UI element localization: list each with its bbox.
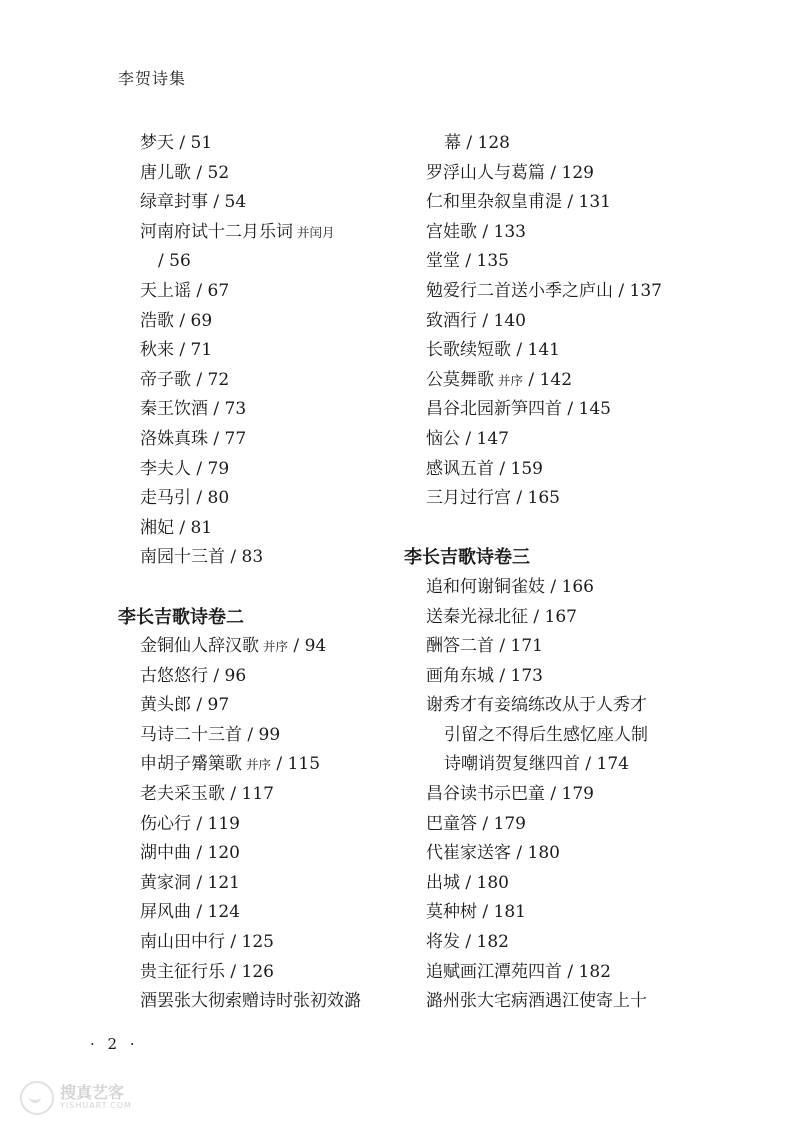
page-separator: / bbox=[191, 902, 208, 923]
toc-entry-page: 52 bbox=[207, 162, 230, 183]
toc-entry-page: 142 bbox=[539, 369, 573, 390]
toc-entry bbox=[404, 366, 704, 396]
page-separator: / bbox=[225, 547, 242, 568]
toc-entry bbox=[404, 780, 704, 810]
toc-entry bbox=[404, 188, 704, 218]
toc-entry bbox=[118, 514, 418, 544]
toc-entry-page: 94 bbox=[304, 636, 327, 657]
toc-entry-page: 129 bbox=[561, 162, 594, 183]
toc-entry-title: 酒罢张大彻索赠诗时张初效潞 bbox=[140, 991, 361, 1012]
toc-entry-title: 洛姝真珠 bbox=[140, 428, 208, 449]
page-separator: / bbox=[191, 280, 208, 301]
toc-entry-page: 125 bbox=[241, 932, 274, 953]
toc-entry-note: 并序 bbox=[263, 639, 289, 655]
toc-entry-title: 致酒行 bbox=[426, 310, 477, 331]
toc-entry-page: 133 bbox=[493, 221, 526, 242]
toc-entry bbox=[118, 307, 418, 337]
page-separator: / bbox=[461, 133, 478, 153]
toc-entry-page: 119 bbox=[207, 813, 240, 834]
page-separator: / bbox=[191, 813, 208, 834]
toc-entry-page: 73 bbox=[224, 399, 247, 420]
toc-entry-title: 谢秀才有妾缟练改从于人秀才 bbox=[426, 695, 647, 716]
page-separator: / bbox=[528, 606, 545, 627]
page-separator: / bbox=[191, 458, 208, 479]
toc-entry-title: 宫娃歌 bbox=[426, 221, 477, 242]
page-separator: / bbox=[208, 192, 225, 213]
page-separator: / bbox=[225, 784, 242, 805]
toc-entry-page: 181 bbox=[493, 902, 526, 923]
toc-entry-title: 秋来 bbox=[140, 340, 174, 361]
toc-right-column bbox=[404, 129, 704, 1017]
watermark-en: YISHUART.COM bbox=[60, 1101, 132, 1111]
toc-entry bbox=[404, 898, 704, 928]
page-separator: / bbox=[460, 428, 477, 449]
page-separator: / bbox=[477, 813, 494, 834]
toc-entry bbox=[118, 898, 418, 928]
toc-entry-page: 79 bbox=[207, 458, 230, 479]
toc-entry bbox=[118, 277, 418, 307]
toc-entry-page: 167 bbox=[544, 606, 577, 627]
toc-entry bbox=[404, 691, 704, 721]
toc-entry bbox=[118, 366, 418, 396]
toc-entry-continuation bbox=[404, 129, 704, 159]
page-separator: / bbox=[494, 458, 511, 479]
toc-entry-page: 173 bbox=[510, 665, 543, 686]
toc-entry-title: 黄家洞 bbox=[140, 872, 191, 893]
toc-entry-page: 174 bbox=[596, 754, 629, 775]
toc-entry-title: 天上谣 bbox=[140, 280, 191, 301]
toc-entry bbox=[118, 662, 418, 692]
toc-entry-title: 古悠悠行 bbox=[140, 665, 208, 686]
page-separator: / bbox=[191, 369, 208, 390]
toc-left-column bbox=[118, 129, 418, 1017]
page-separator: / bbox=[545, 784, 562, 805]
toc-entry-page: 131 bbox=[578, 192, 611, 213]
toc-entry-title: 南园十三首 bbox=[140, 547, 225, 568]
toc-entry bbox=[404, 484, 704, 514]
page-separator: / bbox=[174, 517, 191, 538]
toc-entry bbox=[404, 425, 704, 455]
toc-entry-title: 贵主征行乐 bbox=[140, 961, 225, 982]
toc-entry-page: 141 bbox=[527, 340, 560, 361]
toc-entry-title: 代崔家送客 bbox=[426, 843, 511, 864]
page-separator: / bbox=[477, 902, 494, 923]
toc-entry bbox=[404, 869, 704, 899]
page-separator: / bbox=[580, 754, 597, 775]
toc-entry-page: 54 bbox=[224, 192, 247, 213]
toc-entry bbox=[404, 603, 704, 633]
toc-entry-page: 77 bbox=[224, 428, 247, 449]
toc-entry-note: 并序 bbox=[498, 372, 524, 388]
toc-entry bbox=[118, 987, 418, 1017]
page-separator: / bbox=[158, 251, 170, 272]
toc-entry-title: 感讽五首 bbox=[426, 458, 494, 479]
toc-entry bbox=[404, 928, 704, 958]
page-separator: / bbox=[208, 428, 225, 449]
toc-entry-page: 180 bbox=[527, 843, 560, 864]
page-separator: / bbox=[174, 310, 191, 331]
toc-entry-title: 将发 bbox=[426, 932, 460, 953]
toc-entry bbox=[118, 455, 418, 485]
toc-entry bbox=[118, 336, 418, 366]
toc-entry-page: 97 bbox=[207, 695, 230, 716]
toc-entry-title: 恼公 bbox=[426, 428, 460, 449]
page-separator: / bbox=[225, 961, 242, 982]
toc-entry-title: 巴童答 bbox=[426, 813, 477, 834]
toc-entry bbox=[404, 247, 704, 277]
toc-entry-title: 酬答二首 bbox=[426, 636, 494, 657]
watermark-cn: 搜真艺客 bbox=[60, 1083, 125, 1103]
toc-entry-page: 80 bbox=[207, 488, 230, 509]
toc-entry bbox=[404, 336, 704, 366]
toc-entry-page: 99 bbox=[258, 724, 281, 745]
toc-entry-title: 伤心行 bbox=[140, 813, 191, 834]
toc-entry bbox=[404, 839, 704, 869]
toc-entry-page: 83 bbox=[241, 547, 264, 568]
toc-entry-page: 81 bbox=[190, 517, 213, 538]
toc-entry-title: 南山田中行 bbox=[140, 932, 225, 953]
toc-entry-page: 180 bbox=[476, 872, 509, 893]
toc-entry-page: 182 bbox=[476, 932, 509, 953]
toc-entry-title: 唐儿歌 bbox=[140, 162, 191, 183]
page-number: · 2 · bbox=[90, 1035, 139, 1053]
toc-entry-title: 三月过行宫 bbox=[426, 488, 511, 509]
page-separator: / bbox=[562, 399, 579, 420]
toc-entry bbox=[404, 277, 704, 307]
toc-entry bbox=[118, 839, 418, 869]
toc-entry-title: 罗浮山人与葛篇 bbox=[426, 162, 545, 183]
toc-entry-note: 并序 bbox=[246, 757, 272, 773]
toc-entry-page: 69 bbox=[190, 310, 213, 331]
toc-entry-title: 秦王饮酒 bbox=[140, 399, 208, 420]
toc-entry bbox=[404, 987, 704, 1017]
toc-entry bbox=[118, 810, 418, 840]
toc-entry bbox=[118, 543, 418, 573]
toc-entry-title: 诗嘲诮贺复继四首 bbox=[444, 754, 580, 775]
toc-entry-note: 并闰月 bbox=[297, 224, 335, 240]
page-separator: / bbox=[191, 695, 208, 716]
toc-entry-page: 72 bbox=[207, 369, 230, 390]
page-separator: / bbox=[174, 133, 191, 153]
page-separator: / bbox=[477, 310, 494, 331]
toc-entry bbox=[404, 218, 704, 248]
toc-entry-title: 李夫人 bbox=[140, 458, 191, 479]
toc-entry bbox=[118, 188, 418, 218]
page-separator: / bbox=[191, 488, 208, 509]
page-separator: / bbox=[511, 843, 528, 864]
toc-entry-title: 浩歌 bbox=[140, 310, 174, 331]
toc-entry-page: 179 bbox=[561, 784, 594, 805]
toc-entry bbox=[118, 958, 418, 988]
toc-entry-page: 140 bbox=[493, 310, 526, 331]
toc-entry-title: 送秦光禄北征 bbox=[426, 606, 528, 627]
toc-entry-page: 115 bbox=[287, 754, 321, 775]
toc-entry-title: 昌谷读书示巴童 bbox=[426, 784, 545, 805]
page-separator: / bbox=[208, 665, 225, 686]
page-separator: / bbox=[545, 576, 562, 597]
toc-entry bbox=[118, 750, 418, 780]
page-separator: / bbox=[477, 221, 494, 242]
toc-entry bbox=[404, 455, 704, 485]
toc-entry-page: 121 bbox=[207, 872, 240, 893]
toc-entry bbox=[118, 632, 418, 662]
toc-entry-page: 145 bbox=[578, 399, 611, 420]
page-separator: / bbox=[494, 665, 511, 686]
toc-entry-page: 51 bbox=[190, 133, 213, 153]
page-separator: / bbox=[460, 872, 477, 893]
toc-entry-continuation bbox=[404, 721, 704, 751]
toc-entry-page: 171 bbox=[510, 636, 543, 657]
toc-entry bbox=[118, 129, 418, 159]
toc-entry-title: 申胡子觱篥歌 bbox=[140, 754, 242, 775]
toc-entry-page: 128 bbox=[477, 133, 510, 153]
toc-entry-page: 117 bbox=[241, 784, 274, 805]
toc-entry-continuation bbox=[118, 247, 418, 277]
toc-entry-title: 屏风曲 bbox=[140, 902, 191, 923]
toc-entry-title: 帝子歌 bbox=[140, 369, 191, 390]
toc-entry-page: 124 bbox=[207, 902, 240, 923]
toc-entry-title: 河南府试十二月乐词 bbox=[140, 221, 293, 242]
page-separator: / bbox=[460, 251, 477, 272]
toc-entry-page: 96 bbox=[224, 665, 247, 686]
toc-entry-title: 潞州张大宅病酒遇江使寄上十 bbox=[426, 991, 647, 1012]
watermark-text bbox=[60, 1085, 132, 1110]
toc-entry-title: 出城 bbox=[426, 872, 460, 893]
toc-entry-page: 165 bbox=[527, 488, 560, 509]
toc-entry-title: 梦天 bbox=[140, 133, 174, 153]
toc-entry-page: 126 bbox=[241, 961, 274, 982]
toc-entry-title: 绿章封事 bbox=[140, 192, 208, 213]
watermark-logo-icon bbox=[20, 1081, 54, 1115]
toc-entry bbox=[404, 573, 704, 603]
toc-entry-title: 长歌续短歌 bbox=[426, 340, 511, 361]
toc-entry bbox=[118, 780, 418, 810]
toc-entry-title: 老夫采玉歌 bbox=[140, 784, 225, 805]
page-separator: / bbox=[613, 280, 630, 301]
toc-entry-title: 追赋画江潭苑四首 bbox=[426, 961, 562, 982]
page-separator: / bbox=[523, 369, 540, 390]
toc-entry bbox=[118, 928, 418, 958]
toc-entry bbox=[404, 307, 704, 337]
page-separator: / bbox=[174, 340, 191, 361]
page-separator: / bbox=[191, 843, 208, 864]
toc-entry-title: 莫种树 bbox=[426, 902, 477, 923]
toc-entry bbox=[404, 159, 704, 189]
toc-entry-page: 71 bbox=[190, 340, 213, 361]
page-separator: / bbox=[562, 192, 579, 213]
toc-entry bbox=[118, 691, 418, 721]
toc-entry-title: 画角东城 bbox=[426, 665, 494, 686]
toc-entry bbox=[118, 484, 418, 514]
toc-entry-page: 179 bbox=[493, 813, 526, 834]
toc-entry-page: 56 bbox=[169, 251, 191, 272]
page-separator: / bbox=[191, 872, 208, 893]
page-separator: / bbox=[460, 932, 477, 953]
page-separator: / bbox=[225, 932, 242, 953]
toc-entry-page: 147 bbox=[476, 428, 509, 449]
toc-entry bbox=[118, 721, 418, 751]
toc-entry-title: 堂堂 bbox=[426, 251, 460, 272]
watermark bbox=[0, 1078, 160, 1118]
toc-entry-title: 追和何谢铜雀妓 bbox=[426, 576, 545, 597]
toc-entry-page: 166 bbox=[561, 576, 594, 597]
toc-entry-title: 马诗二十三首 bbox=[140, 724, 242, 745]
toc-entry-page: 182 bbox=[578, 961, 611, 982]
page-separator: / bbox=[511, 488, 528, 509]
toc-entry-continuation bbox=[404, 750, 704, 780]
toc-entry bbox=[404, 810, 704, 840]
page-separator: / bbox=[191, 162, 208, 183]
toc-entry-title: 金铜仙人辞汉歌 bbox=[140, 636, 259, 657]
toc-entry-title: 昌谷北园新笋四首 bbox=[426, 399, 562, 420]
toc-entry-page: 67 bbox=[207, 280, 230, 301]
page-separator: / bbox=[545, 162, 562, 183]
toc-entry-page: 159 bbox=[510, 458, 543, 479]
toc-entry-title: 公莫舞歌 bbox=[426, 369, 494, 390]
toc-entry-page: 137 bbox=[629, 280, 662, 301]
page-separator: / bbox=[242, 724, 259, 745]
toc-entry-page: 120 bbox=[207, 843, 240, 864]
page-separator: / bbox=[494, 636, 511, 657]
section-heading: 李长吉歌诗卷三 bbox=[404, 547, 530, 569]
spacer bbox=[118, 573, 418, 603]
toc-entry-title: 湘妃 bbox=[140, 517, 174, 538]
page-separator: / bbox=[562, 961, 579, 982]
toc-entry bbox=[404, 395, 704, 425]
toc-entry-page: 135 bbox=[476, 251, 509, 272]
toc-entry-title: 湖中曲 bbox=[140, 843, 191, 864]
toc-entry-title: 勉爱行二首送小季之庐山 bbox=[426, 280, 613, 301]
page-separator: / bbox=[288, 636, 305, 657]
spacer bbox=[404, 514, 704, 544]
toc-entry-title: 幕 bbox=[444, 133, 461, 153]
toc-entry-title: 仁和里杂叙皇甫湜 bbox=[426, 192, 562, 213]
page-separator: / bbox=[208, 399, 225, 420]
toc-entry bbox=[118, 395, 418, 425]
page-separator: / bbox=[511, 340, 528, 361]
page-separator: / bbox=[271, 754, 288, 775]
toc-entry bbox=[118, 218, 418, 248]
toc-entry-title: 走马引 bbox=[140, 488, 191, 509]
running-head-title: 李贺诗集 bbox=[118, 69, 187, 88]
section-heading: 李长吉歌诗卷二 bbox=[118, 606, 244, 628]
toc-entry bbox=[118, 869, 418, 899]
toc-entry bbox=[404, 958, 704, 988]
toc-entry-title: 黄头郎 bbox=[140, 695, 191, 716]
toc-entry bbox=[118, 159, 418, 189]
toc-entry bbox=[404, 632, 704, 662]
toc-entry bbox=[118, 425, 418, 455]
toc-entry bbox=[404, 662, 704, 692]
toc-entry-title: 引留之不得后生感忆座人制 bbox=[444, 724, 648, 745]
